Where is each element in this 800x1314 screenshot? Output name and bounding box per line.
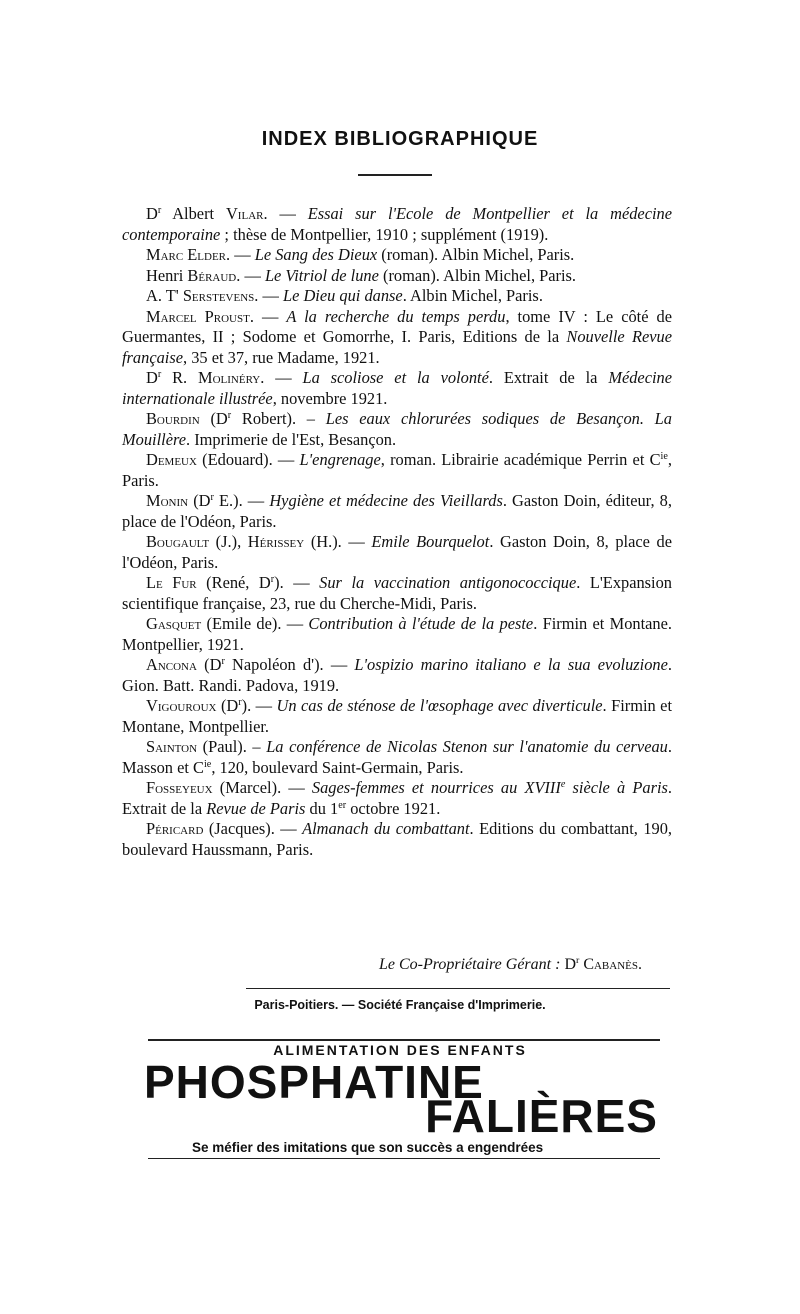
entry-author: Le Fur	[146, 573, 197, 592]
entry-text: (D	[199, 409, 228, 428]
bibliography-entry-sainton	[122, 737, 672, 778]
ad-warning: Se méfier des imitations que son succès a engendrées	[192, 1140, 544, 1155]
entry-text: ). —	[274, 573, 320, 592]
entry-text: . —	[260, 368, 303, 387]
ad-brand-phosphatine: PHOSPHATINE	[144, 1056, 484, 1108]
bibliography-entry-gasquet	[122, 614, 672, 655]
manager-signature	[122, 956, 642, 974]
entry-author: Vigouroux	[146, 696, 217, 715]
bibliography-entry-pericard	[122, 819, 672, 860]
bibliography-entry-fosseyeux	[122, 778, 672, 819]
entry-text: , tome IV : Le côté de Guermantes, II ; Sodome et Gomorrhe, I. Paris, Editions de la	[122, 306, 672, 346]
signature-rule	[246, 988, 670, 989]
bibliography-entry-ancona	[122, 655, 672, 696]
entry-title: Hygiène et médecine des Vieillards	[269, 491, 503, 510]
entry-title: La conférence de Nicolas Stenon sur l'anatomie du cerveau	[266, 737, 668, 756]
entry-text: . Gion. Batt. Randi. Padova, 1919.	[122, 655, 672, 695]
entry-text: (Marcel). —	[212, 778, 312, 797]
entry-author: Bourdin	[146, 409, 200, 428]
bibliography-entry-monin	[122, 491, 672, 532]
entry-title: Sages-femmes et nourrices au XVIII	[311, 778, 561, 797]
entry-text: . —	[249, 306, 287, 326]
entry-text: (J.),	[209, 532, 248, 551]
bibliography-entry-serstevens	[122, 286, 672, 307]
entry-author: Monin	[146, 491, 189, 510]
entry-title: Revue de Paris	[206, 798, 306, 818]
entry-text: Robert). –	[231, 409, 326, 428]
entry-text: (H.). —	[304, 532, 372, 551]
entry-text: , novembre 1921.	[272, 388, 388, 408]
entry-superscript: r	[210, 491, 214, 503]
entry-text: . Firmin et Montane. Montpellier, 1921.	[122, 614, 672, 654]
entry-title: Essai sur l'Ecole de Montpellier et la médecine contemporaine	[122, 204, 673, 244]
entry-title: siècle à Paris	[565, 778, 668, 797]
entry-author: Gasquet	[146, 614, 202, 633]
ad-bottom-rule	[148, 1158, 660, 1159]
entry-title: Nouvelle Revue française	[122, 327, 672, 367]
entry-text: . Masson et C	[122, 737, 672, 777]
entry-superscript: ie	[203, 758, 212, 770]
bibliography-entry-vigouroux	[122, 696, 672, 737]
bibliography-entry-molinery	[122, 368, 672, 409]
entry-text: (D	[188, 491, 211, 510]
entry-author: Ancona	[146, 655, 197, 674]
entry-title: Le Dieu qui danse	[282, 286, 403, 305]
entry-author: Bougault	[146, 532, 210, 551]
entry-text: . Albin Michel, Paris.	[402, 286, 543, 305]
entry-title: Contribution à l'étude de la peste	[308, 614, 534, 633]
bibliography-entry-bourdin	[122, 409, 672, 450]
entry-author: Fosseyeux	[146, 778, 213, 797]
ad-top-rule	[148, 1039, 660, 1041]
entry-text: , Paris.	[122, 450, 672, 490]
entry-text: (D	[196, 655, 222, 674]
entry-text: D	[146, 204, 158, 223]
entry-text: (Paul). –	[197, 737, 267, 756]
entry-title: La scoliose et la volonté	[302, 368, 489, 387]
ad-subtitle: ALIMENTATION DES ENFANTS	[273, 1042, 527, 1058]
entry-text: . Firmin et Montane, Montpellier.	[122, 696, 672, 736]
entry-text: octobre 1921.	[346, 798, 441, 818]
entry-text: . —	[254, 286, 283, 305]
entry-text: (René, D	[196, 573, 271, 592]
entry-author: Demeux	[146, 450, 197, 469]
entry-text: (Edouard). —	[196, 450, 300, 469]
bibliography-entry-proust	[122, 307, 672, 369]
entry-text: . Imprimerie de l'Est, Besançon.	[186, 429, 397, 449]
entry-text: ; thèse de Montpellier, 1910 ; supplément (1919).	[220, 224, 549, 244]
entry-text: . Gaston Doin, éditeur, 8, place de l'Odéon, Paris.	[122, 491, 672, 531]
entry-title: Le Sang des Dieux	[254, 245, 378, 264]
entry-text: , 120, boulevard Saint-Germain, Paris.	[211, 757, 464, 777]
entry-author: Hérissey	[247, 532, 305, 551]
entry-text: . Extrait de la	[122, 778, 672, 818]
entry-text: du 1	[305, 798, 339, 818]
entry-text: , roman. Librairie académique Perrin et C	[380, 450, 661, 469]
bibliography-entry-bougault	[122, 532, 672, 573]
bibliography-entry-beraud	[122, 266, 672, 287]
entry-text: . —	[236, 265, 265, 285]
entry-text: R.	[161, 368, 198, 387]
entry-superscript: e	[560, 778, 566, 790]
entry-text: (Jacques). —	[203, 819, 303, 838]
entry-superscript: ie	[660, 450, 668, 462]
entry-superscript: r	[270, 573, 275, 585]
bibliography-list	[122, 204, 672, 860]
entry-text: E.). —	[213, 491, 270, 510]
entry-author: Molinéry	[198, 368, 261, 387]
entry-superscript: er	[338, 799, 347, 811]
entry-text: Napoléon d'). —	[224, 655, 355, 674]
entry-text: , 35 et 37, rue Madame, 1921.	[183, 347, 380, 367]
entry-author: Vilar	[225, 204, 264, 223]
advertisement	[140, 1034, 660, 1160]
entry-superscript: r	[157, 204, 162, 216]
entry-author: Marc Elder	[146, 245, 227, 264]
entry-title: L'engrenage	[299, 450, 381, 469]
entry-author: Serstevens	[182, 286, 255, 305]
entry-title: Sur la vaccination antigonococcique	[319, 573, 577, 592]
bibliography-entry-elder	[122, 245, 672, 266]
signature-label: Le Co-Propriétaire Gérant :	[378, 956, 565, 973]
entry-title: L'ospizio marino italiano e la sua evoluzione	[354, 655, 668, 674]
entry-superscript: r	[238, 696, 242, 708]
entry-text: ). —	[241, 696, 277, 715]
entry-text: Albert	[161, 204, 226, 223]
entry-text: . —	[263, 204, 308, 223]
entry-text: . Gaston Doin, 8, place de l'Odéon, Paris.	[122, 532, 672, 572]
entry-superscript: r	[221, 655, 225, 667]
ad-brand-falieres: FALIÈRES	[425, 1090, 658, 1142]
entry-title: Médecine internationale illustrée	[122, 368, 673, 408]
entry-title: Un cas de sténose de l'œsophage avec diverticule	[276, 696, 603, 715]
entry-text: (roman). Albin Michel, Paris.	[378, 265, 577, 285]
entry-text: (roman). Albin Michel, Paris.	[377, 245, 575, 264]
entry-text: (D	[216, 696, 239, 715]
entry-author: Béraud	[187, 265, 237, 285]
entry-title: Les eaux chlorurées sodiques de Besançon. La Mouillère	[122, 409, 672, 449]
bibliography-entry-demeux	[122, 450, 672, 491]
bibliography-entry-vilar	[122, 204, 672, 245]
entry-author: Marcel Proust	[146, 306, 250, 326]
entry-title: Le Vitriol de lune	[264, 265, 379, 285]
signature-title: D	[564, 956, 576, 973]
entry-author: Sainton	[146, 737, 198, 756]
entry-superscript: r	[227, 409, 232, 421]
page-title: INDEX BIBLIOGRAPHIQUE	[261, 128, 539, 150]
entry-title: Emile Bourquelot	[371, 532, 490, 551]
printer-line: Paris-Poitiers. — Société Française d'Imprimerie.	[254, 998, 546, 1012]
title-rule	[358, 174, 432, 176]
entry-text: . L'Expansion scientifique française, 23, rue du Cherche-Midi, Paris.	[122, 573, 672, 613]
entry-text: Henri	[146, 265, 188, 285]
entry-text: D	[146, 368, 158, 387]
entry-title: A la recherche du temps perdu	[286, 306, 506, 326]
entry-text: A. T'	[146, 286, 183, 305]
entry-text: (Emile de). —	[201, 614, 309, 633]
entry-text: . Editions du combattant, 190, boulevard Haussmann, Paris.	[122, 819, 672, 859]
entry-superscript: r	[157, 368, 162, 380]
bibliography-entry-lefur	[122, 573, 672, 614]
entry-text: . Extrait de la	[488, 368, 609, 387]
signature-superscript: r	[576, 955, 580, 967]
entry-author: Péricard	[146, 819, 204, 838]
signature-name: Cabanès.	[579, 956, 642, 973]
entry-text: . —	[226, 245, 255, 264]
entry-title: Almanach du combattant	[302, 819, 470, 838]
